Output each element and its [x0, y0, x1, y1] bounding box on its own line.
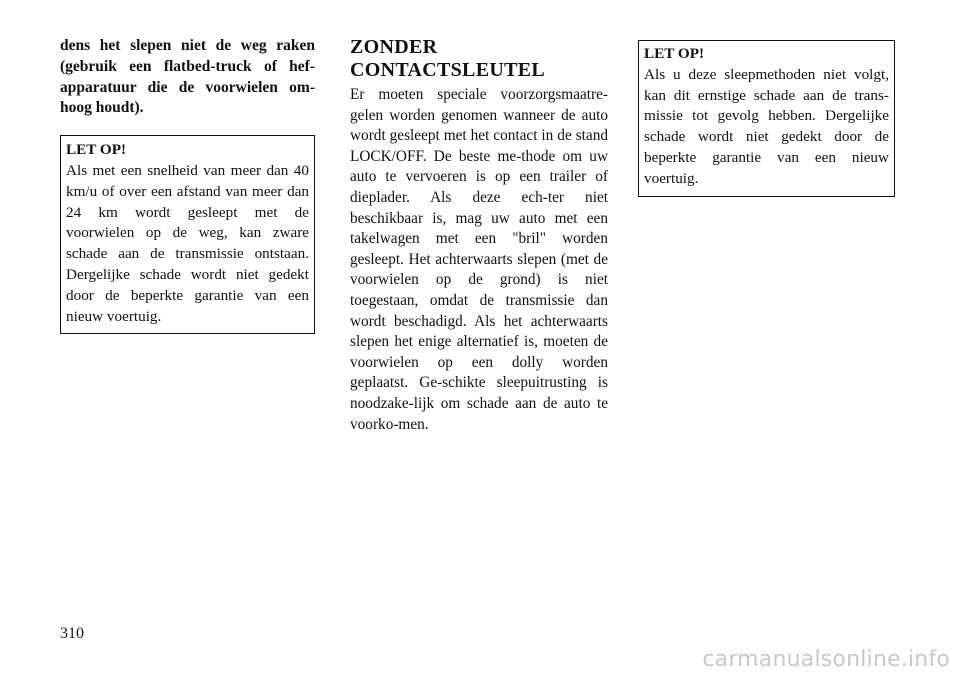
caution-title: LET OP! — [66, 141, 127, 159]
watermark: carmanualsonline.info — [702, 647, 950, 672]
left-column — [60, 36, 315, 334]
middle-column — [350, 36, 608, 435]
page-number: 310 — [60, 625, 84, 642]
caution-text: Als met een snelheid van meer dan 40 km/u of over een afstand van meer dan 24 km wordt gesleept met de voorwielen op de weg, kan zware schade aan de transmissie ontstaan. Dergelijke schade wordt niet gedekt door de beperkte garantie van een nieuw voertuig. — [66, 161, 309, 325]
caution-text: Als u deze sleepmethoden niet volgt, kan dit ernstige schade aan de trans-missie tot gevolg hebben. Dergelijke schade wordt niet gedekt door de beperkte garantie van een nieuw voertuig. — [644, 65, 889, 187]
right-column — [638, 40, 895, 197]
section-heading — [350, 36, 608, 82]
section-heading-line2: CONTACTSLEUTEL — [350, 59, 545, 81]
caution-box-speed-distance — [60, 135, 315, 334]
section-heading-line1: ZONDER — [350, 36, 438, 58]
section-body-text: Er moeten speciale voorzorgsmaatre-gelen worden genomen wanneer de auto wordt gesleept met het contact in de stand LOCK/OFF. De beste me-thode om uw auto te vervoeren is op een trailer of dieplader. Als deze ech-ter niet beschikbaar is, mag uw auto met een takelwagen met een "bril" worden gesleept. Het achterwaarts slepen (met de voorwielen op de grond) is niet toegestaan, omdat de transmissie dan wordt beschadigd. Als het achterwaarts slepen het enige alternatief is, moeten de voorwielen op een dolly worden geplaatst. Ge-schikte sleepuitrusting is noodzake-lijk om schade aan de auto te voorko-men. — [350, 86, 608, 433]
towing-instruction-text: dens het slepen niet de weg raken (gebruik een flatbed-truck of hef-apparatuur die de voorwielen om-hoog houdt). — [60, 37, 315, 117]
caution-title: LET OP! — [644, 45, 705, 62]
caution-box-towing-method — [638, 40, 895, 197]
